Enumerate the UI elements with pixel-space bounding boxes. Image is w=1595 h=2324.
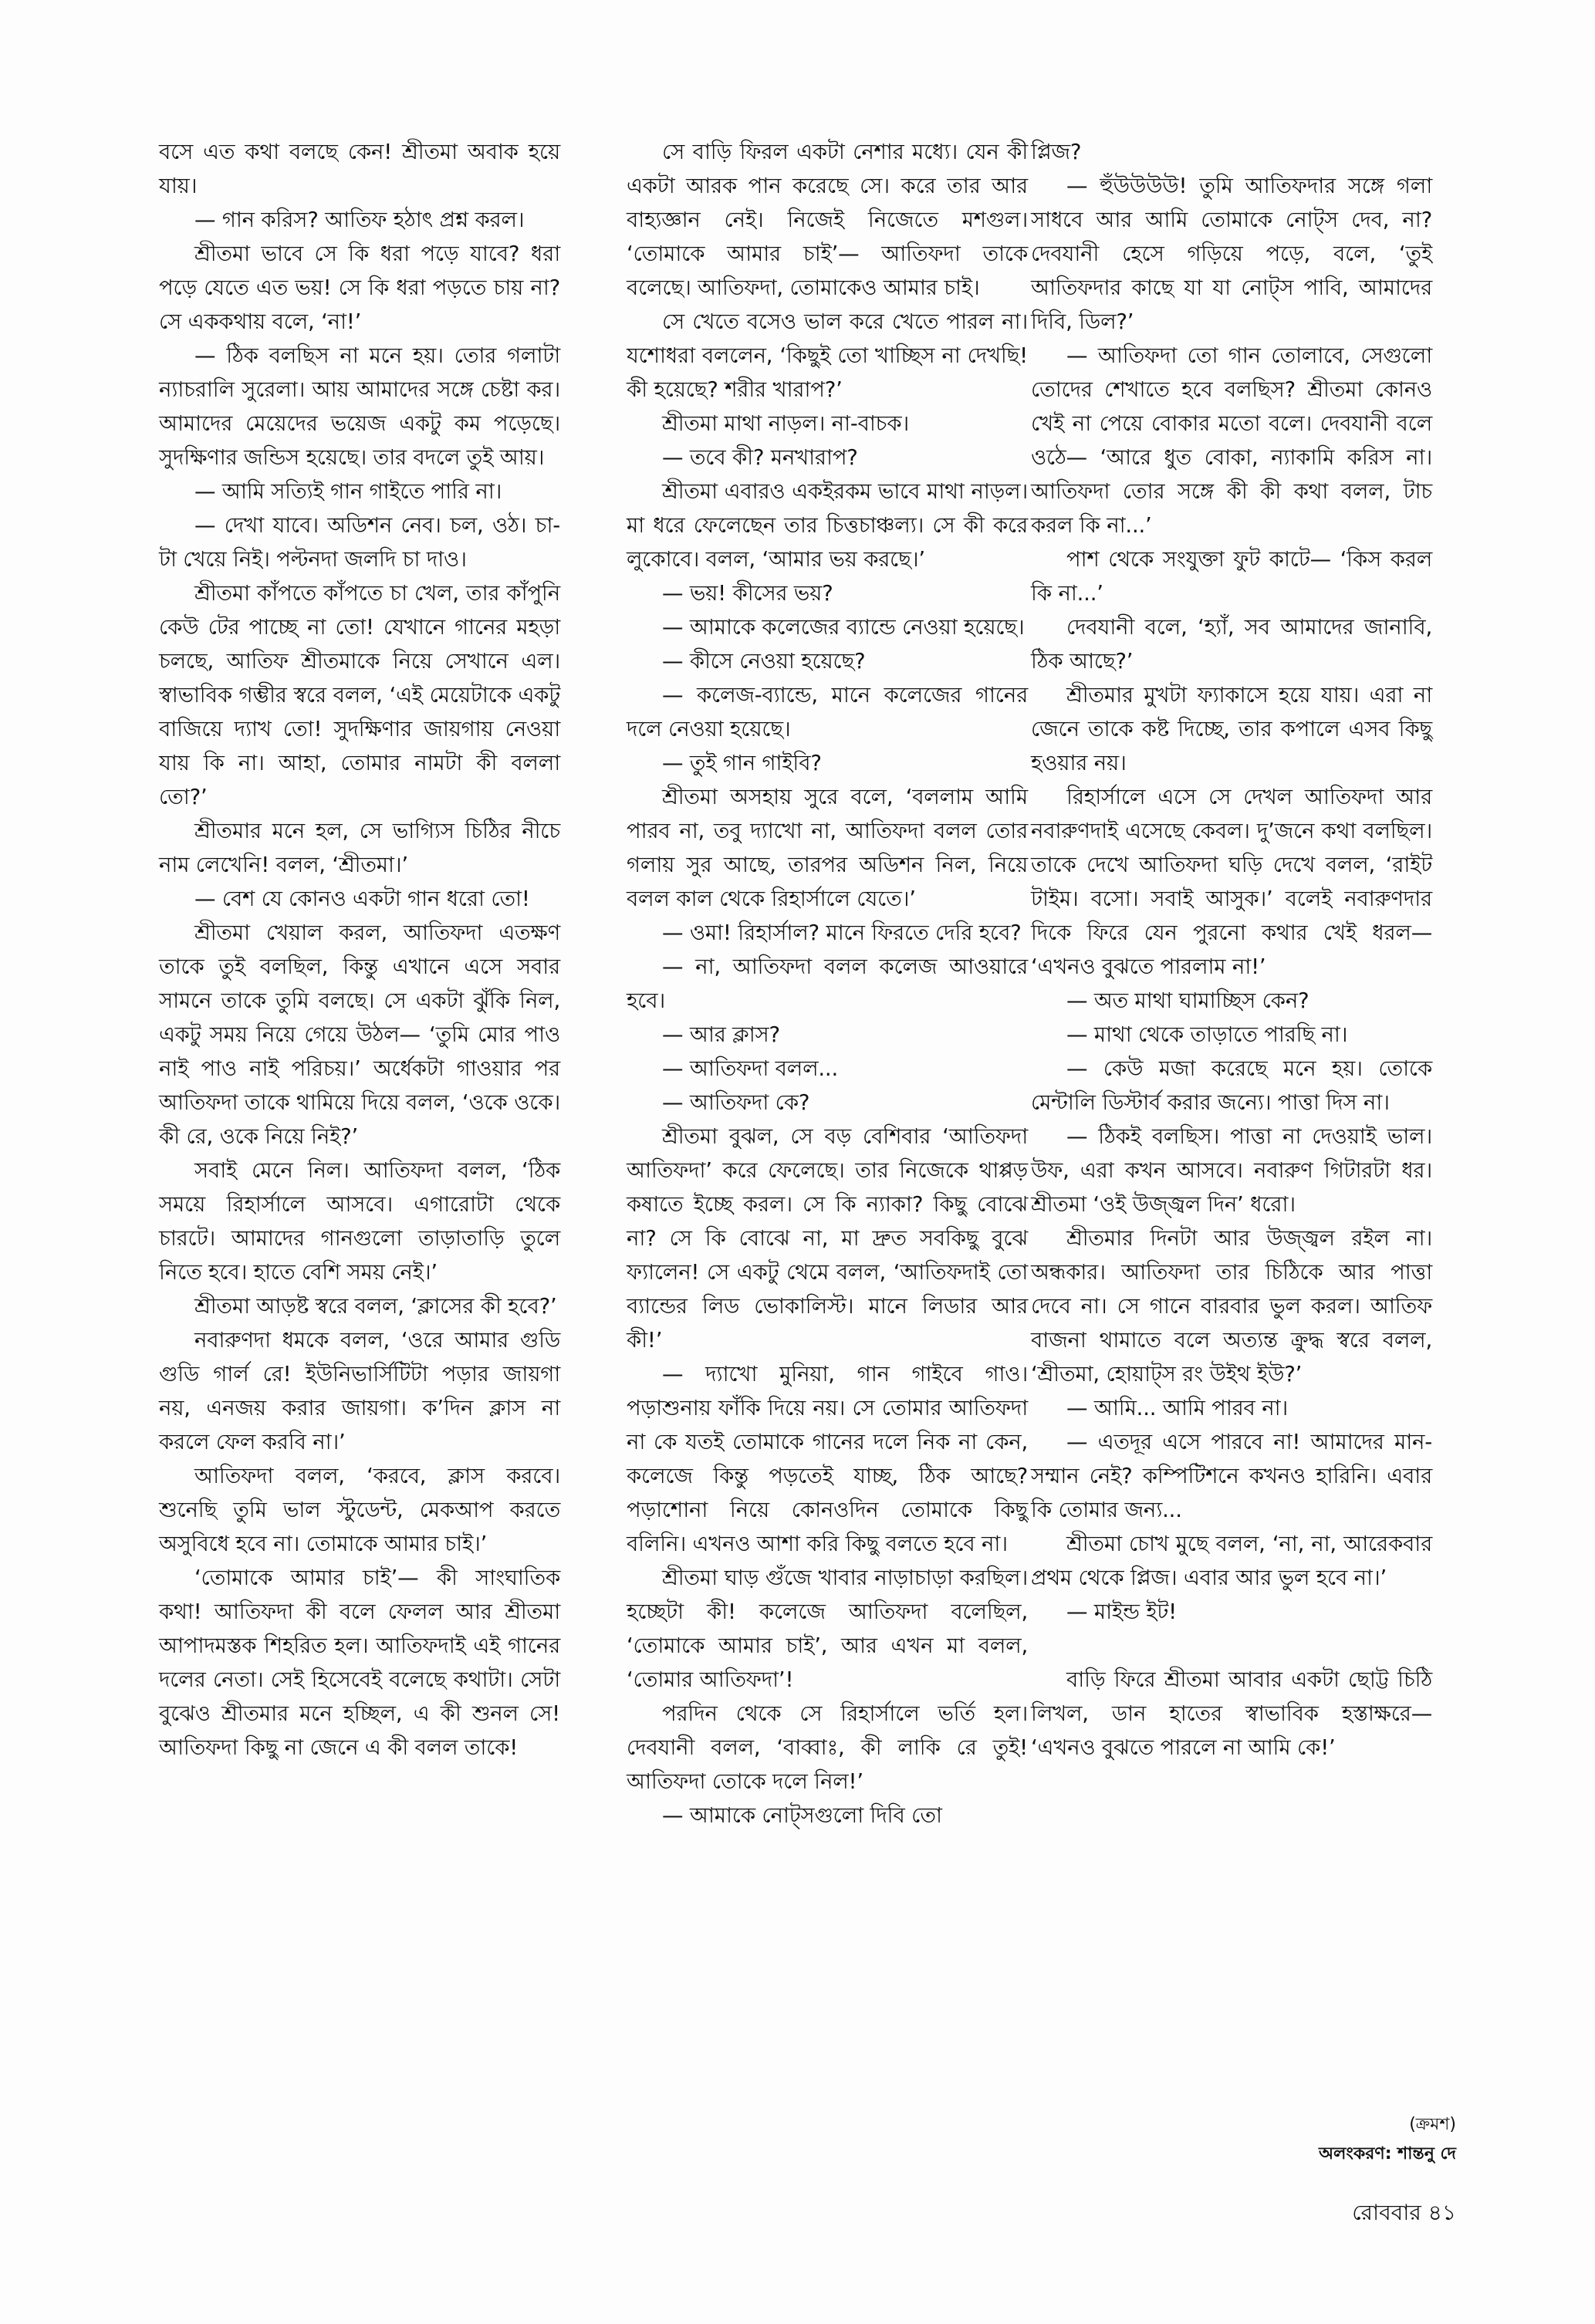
paragraph: — কেউ মজা করেছে মনে হয়। তোকে মেন্টালি ডিস্টার্ব করার জন্যে। পাত্তা দিস না। — [1031, 1056, 1432, 1115]
paragraph: — না, আতিফদা বলল কলেজ আওয়ারে হবে। — [627, 954, 1028, 1013]
paragraph: — মাইন্ড ইট! — [1066, 1599, 1178, 1624]
paragraph: — মাথা থেকে তাড়াতে পারছি না। — [1066, 1022, 1348, 1047]
paragraph: পরদিন থেকে সে রিহার্সালে ভর্তি হল। দেবযানী বলল, ‘বাব্বাঃ, কী লাকি রে তুই! আতিফদা তোকে দলে নিল!’ — [627, 1701, 1028, 1794]
paragraph: শ্রীতমার মনে হল, সে ভাগ্যিস চিঠির নীচে নাম লেখেনি! বলল, ‘শ্রীতমা।’ — [159, 819, 560, 877]
page-folio: রোববার ৪১ — [1352, 2200, 1456, 2225]
paragraph: — তবে কী? মনখারাপ? — [662, 445, 858, 470]
paragraph: — আমি সত্যিই গান গাইতে পারি না। — [194, 479, 502, 504]
paragraph: — দেখা যাবে। অডিশন নেব। চল, ওঠ। চা-টা খেয়ে নিই। পল্টনদা জলদি চা দাও। — [159, 513, 560, 572]
paragraph: — কলেজ-ব্যান্ডে, মানে কলেজের গানের দলে নেওয়া হয়েছে। — [627, 683, 1028, 741]
paragraph: — আমাকে নোট্সগুলো দিবি তো — [662, 1803, 942, 1828]
paragraph: — আতিফদা বলল... — [662, 1056, 838, 1081]
text-column-1 — [159, 135, 560, 1765]
paragraph: শ্রীতমার দিনটা আর উজ্জ্বল রইল না। অন্ধকার। আতিফদা তার চিঠিকে আর পাত্তা দেবে না। সে গানে বারবার ভুল করল। আতিফ বাজনা থামাতে বলে অত্যন্ত ক্রুদ্ধ স্বরে বলল, ‘শ্রীতমা, হোয়াট্স রং উইথ ইউ?’ — [1031, 1226, 1432, 1387]
paragraph: — বেশ যে কোনও একটা গান ধরো তো! — [194, 887, 530, 911]
paragraph: — গান করিস? আতিফ হঠাৎ প্রশ্ন করল। — [194, 208, 525, 232]
paragraph: আতিফদা বলল, ‘করবে, ক্লাস করবে। শুনেছি তুমি ভাল স্টুডেন্ট, মেকআপ করতে অসুবিধে হবে না। তোমাকে আমার চাই।’ — [159, 1464, 560, 1556]
paragraph: শ্রীতমা বুঝল, সে বড় বেশিবার ‘আতিফদা আতিফদা’ করে ফেলেছে। তার নিজেকে থাপ্পড় কষাতে ইচ্ছে করল। সে কি ন্যাকা? কিছু বোঝে না? সে কি বোঝে না, মা দ্রুত সবকিছু বুঝে ফ্যালেন! সে একটু থেমে বলল, ‘আতিফদাই তো ব্যান্ডের লিড ভোকালিস্ট। মানে লিডার আর কী!’ — [627, 1124, 1028, 1353]
paragraph: শ্রীতমা খেয়াল করল, আতিফদা এতক্ষণ তাকে তুই বলছিল, কিন্তু এখানে এসে সবার সামনে তাকে তুমি বলছে। সে একটা ঝুঁকি নিল, একটু সময় নিয়ে গেয়ে উঠল— ‘তুমি মোর পাও নাই পাও নাই পরিচয়।’ অর্ধেকটা গাওয়ার পর আতিফদা তাকে থামিয়ে দিয়ে বলল, ‘ওকে ওকে। কী রে, ওকে নিয়ে নিই?’ — [159, 920, 560, 1149]
paragraph: — এতদূর এসে পারবে না! আমাদের মান-সম্মান নেই? কম্পিটিশনে কখনও হারিনি। এবার কি তোমার জন্য... — [1031, 1430, 1432, 1522]
paragraph: শ্রীতমা চোখ মুছে বলল, ‘না, না, আরেকবার প্রথম থেকে প্লিজ। এবার আর ভুল হবে না।’ — [1031, 1532, 1432, 1590]
paragraph: — আতিফদা তো গান তোলাবে, সেগুলো তোদের শেখাতে হবে বলছিস? শ্রীতমা কোনও খেই না পেয়ে বোকার মতো বলে। দেবযানী বলে ওঠে— ‘আরে ধুত বোকা, ন্যাকামি করিস না। আতিফদা তোর সঙ্গে কী কী কথা বলল, টাচ করল কি না...’ — [1031, 343, 1432, 538]
paragraph: — অত মাথা ঘামাচ্ছিস কেন? — [1066, 988, 1309, 1013]
paragraph: শ্রীতমার মুখটা ফ্যাকাসে হয়ে যায়। এরা না জেনে তাকে কষ্ট দিচ্ছে, তার কপালে এসব কিছু হওয়ার নয়। — [1031, 683, 1432, 775]
paragraph: শ্রীতমা ঘাড় গুঁজে খাবার নাড়াচাড়া করছিল। হচ্ছেটা কী! কলেজে আতিফদা বলেছিল, ‘তোমাকে আমার চাই’, আর এখন মা বলল, ‘তোমার আতিফদা’! — [627, 1566, 1028, 1692]
paragraph: — তুই গান গাইবি? — [662, 751, 822, 775]
continued-note: (ক্রমশ) — [1409, 2115, 1456, 2134]
paragraph: — দ্যাখো মুনিয়া, গান গাইবে গাও। পড়াশুনায় ফাঁকি দিয়ে নয়। সে তোমার আতিফদা না কে যতই তোমাকে গানের দলে নিক না কেন, কলেজে কিন্তু পড়তেই যাচ্ছ, ঠিক আছে? পড়াশোনা নিয়ে কোনওদিন তোমাকে কিছু বলিনি। এখনও আশা করি কিছু বলতে হবে না। — [627, 1362, 1028, 1556]
paragraph: প্লিজ? — [1031, 140, 1082, 164]
paragraph: — হুঁউউউউ! তুমি আতিফদার সঙ্গে গলা সাধবে আর আমি তোমাকে নোট্স দেব, না? দেবযানী হেসে গড়িয়ে পড়ে, বলে, ‘তুই আতিফদার কাছে যা যা নোট্স পাবি, আমাদের দিবি, ডিল?’ — [1031, 174, 1432, 334]
paragraph: বাড়ি ফিরে শ্রীতমা আবার একটা ছোট্ট চিঠি লিখল, ডান হাতের স্বাভাবিক হস্তাক্ষরে— ‘এখনও বুঝতে পারলে না আমি কে!’ — [1031, 1667, 1432, 1760]
paragraph: পাশ থেকে সংযুক্তা ফুট কাটে— ‘কিস করল কি না...’ — [1031, 547, 1432, 606]
paragraph: সে খেতে বসেও ভাল করে খেতে পারল না। যশোধরা বললেন, ‘কিছুই তো খাচ্ছিস না দেখছি! কী হয়েছে? শরীর খারাপ?’ — [627, 309, 1028, 402]
paragraph: রিহার্সালে এসে সে দেখল আতিফদা আর নবারুণদাই এসেছে কেবল। দু’জনে কথা বলছিল। তাকে দেখে আতিফদা ঘড়ি দেখে বলল, ‘রাইট টাইম। বসো। সবাই আসুক।’ বলেই নবারুণদার দিকে ফিরে যেন পুরনো কথার খেই ধরল— ‘এখনও বুঝতে পারলাম না!’ — [1031, 785, 1432, 979]
paragraph: — আর ক্লাস? — [662, 1022, 780, 1047]
paragraph: দেবযানী বলে, ‘হ্যাঁ, সব আমাদের জানাবি, ঠিক আছে?’ — [1031, 615, 1432, 674]
paragraph: বসে এত কথা বলছে কেন! শ্রীতমা অবাক হয়ে যায়। — [159, 140, 560, 198]
paragraph: — আমি... আমি পারব না। — [1066, 1396, 1289, 1420]
paragraph: — ঠিক বলছিস না মনে হয়। তোর গলাটা ন্যাচরালি সুরেলা। আয় আমাদের সঙ্গে চেষ্টা কর। আমাদের মেয়েদের ভয়েজ একটু কম পড়েছে। সুদক্ষিণার জন্ডিস হয়েছে। তার বদলে তুই আয়। — [159, 343, 560, 470]
paragraph: শ্রীতমা মাথা নাড়ল। না-বাচক। — [662, 411, 909, 436]
paragraph: — ভয়! কীসের ভয়? — [662, 581, 833, 606]
paragraph: — আমাকে কলেজের ব্যান্ডে নেওয়া হয়েছে। — [662, 615, 1025, 640]
paragraph: সবাই মেনে নিল। আতিফদা বলল, ‘ঠিক সময়ে রিহার্সালে আসবে। এগারোটা থেকে চারটে। আমাদের গানগুলো তাড়াতাড়ি তুলে নিতে হবে। হাতে বেশি সময় নেই।’ — [159, 1158, 560, 1285]
paragraph: শ্রীতমা অসহায় সুরে বলে, ‘বললাম আমি পারব না, তবু দ্যাখো না, আতিফদা বলল তোর গলায় সুর আছে, তারপর অডিশন নিল, নিয়ে বলল কাল থেকে রিহার্সালে যেতে।’ — [627, 785, 1028, 911]
paragraph: শ্রীতমা এবারও একইরকম ভাবে মাথা নাড়ল। মা ধরে ফেলেছেন তার চিত্তচাঞ্চল্য। সে কী করে লুকোবে। বলল, ‘আমার ভয় করছে।’ — [627, 479, 1028, 572]
paragraph: শ্রীতমা ভাবে সে কি ধরা পড়ে যাবে? ধরা পড়ে যেতে এত ভয়! সে কি ধরা পড়তে চায় না? সে এককথায় বলে, ‘না!’ — [159, 242, 560, 334]
paragraph: — আতিফদা কে? — [662, 1090, 810, 1115]
paragraph: — ঠিকই বলছিস। পাত্তা না দেওয়াই ভাল। উফ, এরা কখন আসবে। নবারুণ গিটারটা ধর। শ্রীতমা ‘ওই উজ্জ্বল দিন’ ধরো। — [1031, 1124, 1432, 1217]
illustration-credit: অলংকরণ: শান্তনু দে — [1318, 2144, 1456, 2164]
paragraph: — ওমা! রিহার্সাল? মানে ফিরতে দেরি হবে? — [662, 920, 1022, 945]
paragraph: নবারুণদা ধমকে বলল, ‘ওরে আমার গুডি গুডি গার্ল রে! ইউনিভার্সিটিটা পড়ার জায়গা নয়, এনজয় করার জায়গা। ক’দিন ক্লাস না করলে ফেল করবি না।’ — [159, 1328, 560, 1454]
paragraph: শ্রীতমা কাঁপতে কাঁপতে চা খেল, তার কাঁপুনি কেউ টের পাচ্ছে না তো! যেখানে গানের মহড়া চলছে, আতিফ শ্রীতমাকে নিয়ে সেখানে এল। স্বাভাবিক গম্ভীর স্বরে বলল, ‘এই মেয়েটাকে একটু বাজিয়ে দ্যাখ তো! সুদক্ষিণার জায়গায় নেওয়া যায় কি না। আহা, তোমার নামটা কী বললা তো?’ — [159, 581, 560, 809]
text-column-2 — [627, 135, 1028, 1833]
paragraph: ‘তোমাকে আমার চাই’— কী সাংঘাতিক কথা! আতিফদা কী বলে ফেলল আর শ্রীতমা আপাদমস্তক শিহরিত হল। আতিফদাই এই গানের দলের নেতা। সেই হিসেবেই বলেছে কথাটা। সেটা বুঝেও শ্রীতমার মনে হচ্ছিল, এ কী শুনল সে! আতিফদা কিছু না জেনে এ কী বলল তাকে! — [159, 1566, 560, 1760]
paragraph: — কীসে নেওয়া হয়েছে? — [662, 649, 866, 674]
paragraph: শ্রীতমা আড়ষ্ট স্বরে বলল, ‘ক্লাসের কী হবে?’ — [194, 1294, 557, 1319]
text-column-3 — [1031, 135, 1432, 1765]
paragraph: সে বাড়ি ফিরল একটা নেশার মধ্যে। যেন কী একটা আরক পান করেছে সে। করে তার আর বাহ্যজ্ঞান নেই। নিজেই নিজেতে মশগুল। ‘তোমাকে আমার চাই’— আতিফদা তাকে বলেছে। আতিফদা, তোমাকেও আমার চাই। — [627, 140, 1028, 300]
